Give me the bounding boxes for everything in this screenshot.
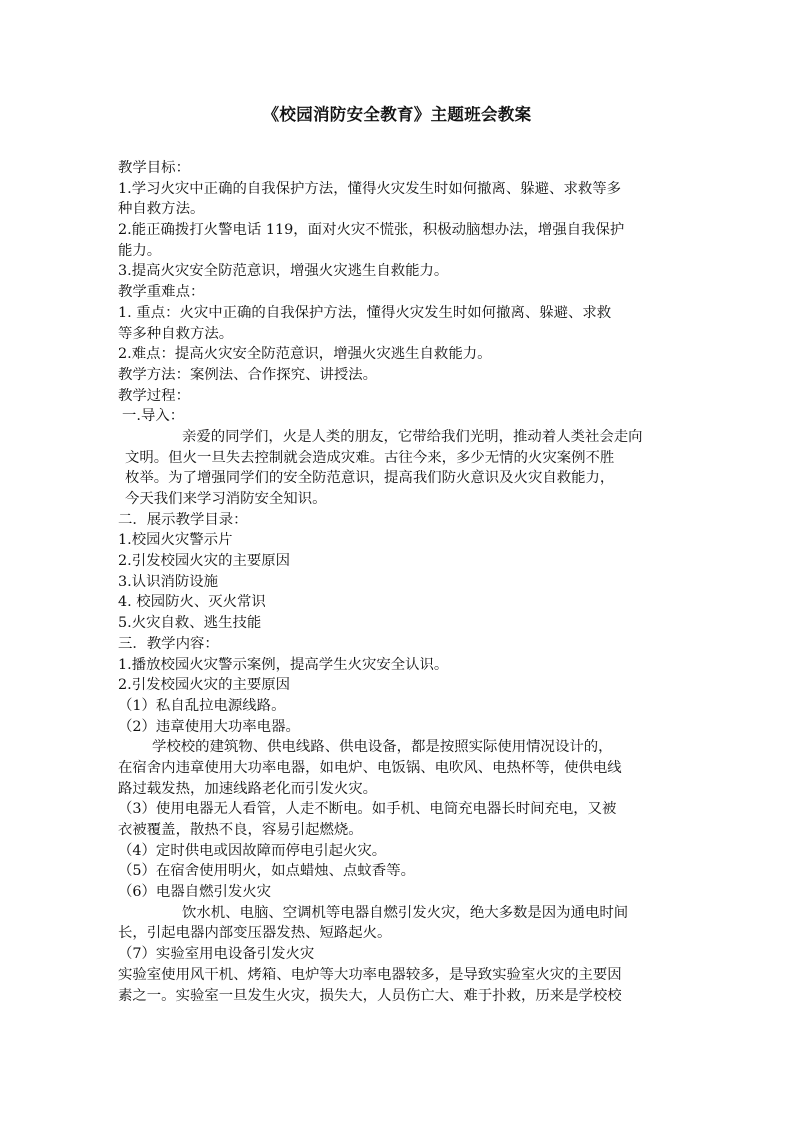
intro-paragraph-line-2: 文明。但火一旦失去控制就会造成灾难。古往今来，多少无情的火灾案例不胜 [125, 449, 615, 466]
cause-2-paragraph-line-3: 路过载发热，加速线路老化而引发火灾。 [118, 780, 378, 797]
cause-6: （6）电器自燃引发火灾 [118, 884, 272, 901]
section-heading-key-points: 教学重难点： [118, 284, 205, 301]
content-item-1: 1.播放校园火灾警示案例，提高学生火灾安全认识。 [118, 656, 449, 673]
cause-7-paragraph-line-2: 素之一。实验室一旦发生火灾，损失大，人员伤亡大、难于扑救，历来是学校校 [118, 987, 622, 1004]
cause-6-paragraph-line-2: 长，引起电器内部变压器发热、短路起火。 [118, 925, 392, 942]
key-point-1-line-1: 1. 重点：火灾中正确的自我保护方法，懂得火灾发生时如何撤离、躲避、求救 [118, 304, 612, 321]
cause-3-line-1: （3）使用电器无人看管，人走不断电。如手机、电筒充电器长时间充电，又被 [118, 801, 617, 818]
section-heading-process: 教学过程： [118, 387, 190, 404]
cause-2: （2）违章使用大功率电器。 [118, 718, 300, 735]
subsection-introduction: 一.导入： [122, 408, 185, 425]
teaching-methods: 教学方法：案例法、合作探究、讲授法。 [118, 366, 378, 383]
objective-1-line-1: 1.学习火灾中正确的自我保护方法，懂得火灾发生时如何撤离、躲避、求救等多 [118, 180, 622, 197]
intro-paragraph-line-4: 今天我们来学习消防安全知识。 [125, 491, 327, 507]
catalog-item-2: 2.引发校园火灾的主要原因 [118, 553, 291, 570]
objective-3: 3.提高火灾安全防范意识，增强火灾逃生自救能力。 [118, 263, 449, 280]
cause-3-line-2: 衣被覆盖，散热不良，容易引起燃烧。 [118, 822, 363, 838]
cause-4: （4）定时供电或因故障而停电引起火灾。 [118, 842, 387, 859]
cause-5: （5）在宿舍使用明火，如点蜡烛、点蚊香等。 [118, 863, 415, 880]
key-point-1-line-2: 等多种自救方法。 [118, 325, 234, 342]
objective-2-line-1: 2.能正确拨打火警电话 119，面对火灾不慌张，积极动脑想办法，增强自我保护 [118, 222, 625, 239]
catalog-item-4: 4. 校园防火、灭火常识 [118, 594, 266, 611]
cause-6-paragraph-line-1: 饮水机、电脑、空调机等电器自燃引发火灾，绝大多数是因为通电时间 [182, 904, 629, 921]
section-heading-objectives: 教学目标： [118, 160, 190, 176]
key-point-2: 2.难点：提高火灾安全防范意识，增强火灾逃生自救能力。 [118, 346, 492, 363]
subsection-catalog: 二．展示教学目录： [118, 511, 248, 528]
cause-7: （7）实验室用电设备引发火灾 [118, 946, 315, 963]
intro-paragraph-line-3: 枚举。为了增强同学们的安全防范意识，提高我们防火意识及火灾自救能力， [125, 470, 615, 487]
catalog-item-5: 5.火灾自救、逃生技能 [118, 615, 262, 632]
cause-2-paragraph-line-1: 学校校的建筑物、供电线路、供电设备，都是按照实际使用情况设计的， [152, 739, 613, 756]
cause-2-paragraph-line-2: 在宿舍内违章使用大功率电器，如电炉、电饭锅、电吹风、电热杯等，使供电线 [118, 759, 622, 776]
content-item-2: 2.引发校园火灾的主要原因 [118, 677, 291, 694]
intro-paragraph-line-1: 亲爱的同学们，火是人类的朋友，它带给我们光明，推动着人类社会走向 [182, 428, 643, 445]
objective-1-line-2: 种自救方法。 [118, 201, 205, 218]
catalog-item-3: 3.认识消防设施 [118, 573, 219, 590]
document-title: 《校园消防安全教育》主题班会教案 [262, 105, 532, 124]
document-body [118, 158, 684, 1006]
objective-2-line-2: 能力。 [118, 242, 162, 259]
subsection-content: 三．教学内容： [118, 635, 219, 652]
catalog-item-1: 1.校园火灾警示片 [118, 532, 233, 549]
cause-7-paragraph-line-1: 实验室使用风干机、烤箱、电炉等大功率电器较多，是导致实验室火灾的主要因 [118, 966, 622, 983]
cause-1: （1）私自乱拉电源线路。 [118, 697, 286, 714]
